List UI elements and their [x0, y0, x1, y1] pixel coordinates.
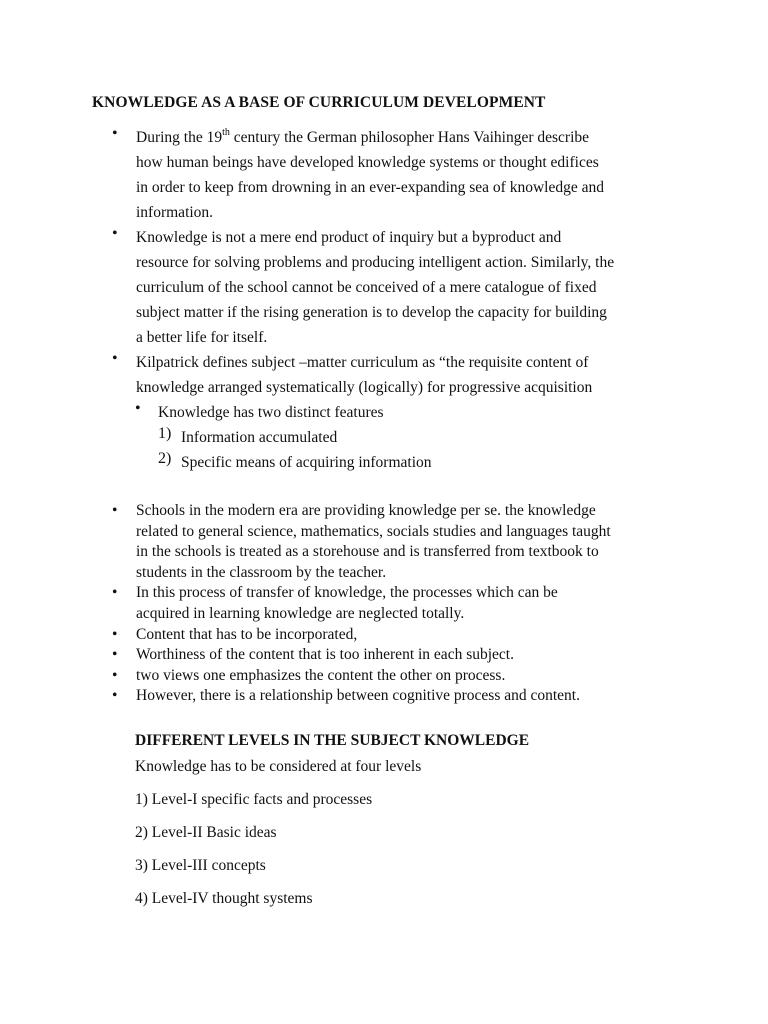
bullet-text: information.: [136, 204, 214, 221]
bullet-marker: •: [112, 687, 118, 705]
bullet-text: During the 19th century the German philosopher Hans Vaihinger describe: [136, 126, 590, 146]
sub-bullet-text: Knowledge has two distinct features: [158, 404, 384, 421]
bullet-text: two views one emphasizes the content the other on process.: [136, 666, 506, 684]
bullet-text: Schools in the modern era are providing knowledge per se. the knowledge: [136, 502, 596, 519]
bullet-marker: •: [112, 125, 118, 142]
bullet-text: knowledge arranged systematically (logically) for progressive acquisition: [136, 379, 593, 396]
bullet-marker: •: [112, 625, 118, 643]
bullet-item: [112, 666, 611, 687]
bullet-marker: •: [112, 502, 118, 519]
level-item: 3) Level-III concepts: [135, 857, 266, 874]
feature-item: [158, 425, 432, 450]
bullet-text: resource for solving problems and producing intelligent action. Similarly, the: [136, 254, 615, 271]
bullet-marker: •: [112, 350, 118, 367]
bullet-marker: •: [112, 225, 118, 242]
bullet-marker: •: [135, 400, 141, 417]
sub-bullet-item: [135, 400, 409, 425]
feature-number: 1): [158, 425, 172, 442]
bullet-item: [112, 501, 611, 583]
bullet-text: acquired in learning knowledge are neglected totally.: [136, 604, 465, 622]
bullet-text: curriculum of the school cannot be conceived of a mere catalogue of fixed: [136, 279, 597, 296]
level-item: 2) Level-II Basic ideas: [135, 824, 277, 841]
feature-text: Information accumulated: [181, 429, 338, 446]
bullet-item: [112, 625, 611, 646]
document-title: KNOWLEDGE AS A BASE OF CURRICULUM DEVELOPMENT: [92, 94, 546, 111]
section-heading: DIFFERENT LEVELS IN THE SUBJECT KNOWLEDGE: [135, 732, 530, 749]
feature-text: Specific means of acquiring information: [181, 454, 432, 471]
bullet-text: subject matter if the rising generation is to develop the capacity for building: [136, 304, 607, 321]
bullet-item: [112, 645, 611, 666]
sub-list: [115, 400, 432, 475]
bullet-item: [112, 350, 592, 400]
section-intro: Knowledge has to be considered at four levels: [135, 758, 422, 775]
bullet-item: [112, 125, 604, 225]
bullet-text: Kilpatrick defines subject –matter curriculum as “the requisite content of: [136, 354, 589, 371]
bullet-marker: •: [112, 666, 118, 684]
bullet-marker: •: [112, 584, 118, 602]
bullet-item: [112, 686, 611, 707]
bullet-text: Worthiness of the content that is too inherent in each subject.: [136, 646, 514, 664]
bullet-text: In this process of transfer of knowledge, the processes which can be: [136, 584, 558, 602]
feature-number: 2): [158, 450, 172, 467]
bullet-text: Content that has to be incorporated,: [136, 625, 358, 643]
bullet-item: [112, 225, 614, 350]
bullet-text: how human beings have developed knowledge systems or thought edifices: [136, 154, 599, 171]
bullet-text: a better life for itself.: [136, 329, 268, 346]
bullet-text: related to general science, mathematics, socials studies and languages taught: [136, 522, 611, 540]
level-item: 1) Level-I specific facts and processes: [135, 791, 373, 808]
bullet-text: students in the classroom by the teacher.: [136, 563, 387, 581]
bullet-text: in order to keep from drowning in an ever-expanding sea of knowledge and: [136, 179, 604, 196]
bullet-text: However, there is a relationship between cognitive process and content.: [136, 687, 580, 705]
level-item: 4) Level-IV thought systems: [135, 890, 313, 907]
bullet-text: Knowledge is not a mere end product of inquiry but a byproduct and: [136, 229, 562, 246]
bullet-marker: •: [112, 646, 118, 664]
bullet-item: [112, 583, 611, 624]
feature-item: [158, 450, 432, 475]
bullet-text: in the schools is treated as a storehouse and is transferred from textbook to: [136, 543, 599, 561]
levels-section: [135, 757, 421, 909]
bullet-list: [112, 501, 611, 707]
